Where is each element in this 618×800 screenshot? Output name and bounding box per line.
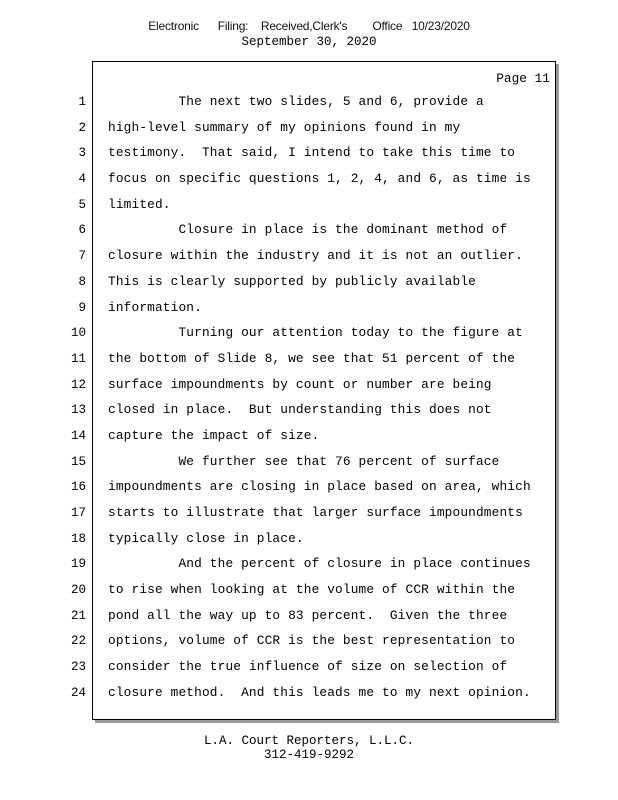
transcript-line: information. — [108, 299, 202, 315]
transcript-line: limited. — [108, 196, 171, 212]
transcript-line: closure within the industry and it is not an outlier. — [108, 248, 523, 264]
line-number: 19 — [70, 557, 86, 572]
transcript-line: This is clearly supported by publicly available — [108, 273, 476, 289]
line-number: 23 — [70, 660, 86, 675]
line-number: 9 — [78, 300, 86, 315]
line-number: 7 — [78, 249, 86, 264]
line-number: 15 — [70, 454, 86, 469]
transcript-line: to rise when looking at the volume of CCR within the — [108, 582, 516, 598]
line-number: 3 — [78, 146, 86, 161]
line-number: 4 — [78, 172, 86, 187]
transcript-line: options, volume of CCR is the best representation to — [108, 633, 516, 649]
line-number: 12 — [70, 377, 86, 392]
transcript-line: high-level summary of my opinions found in my — [108, 119, 461, 135]
page-number: Page 11 — [496, 71, 550, 86]
transcript-line: Turning our attention today to the figure at — [108, 325, 523, 341]
line-number: 22 — [70, 634, 86, 649]
transcript-line: typically close in place. — [108, 530, 304, 546]
line-number: 6 — [78, 223, 86, 238]
line-number: 24 — [70, 685, 86, 700]
transcript-line: starts to illustrate that larger surface impoundments — [108, 505, 523, 520]
line-number: 20 — [70, 583, 86, 598]
transcript-line: impoundments are closing in place based on area, which — [108, 479, 531, 495]
line-number: 2 — [78, 120, 86, 135]
reporter-phone: 312-419-9292 — [263, 748, 354, 762]
transcript-line: focus on specific questions 1, 2, 4, and 6, as time is — [108, 171, 531, 187]
filing-stamp: Electronic Filing: Received,Clerk's Office 10/23/2020 — [148, 19, 470, 33]
transcript-line: the bottom of Slide 8, we see that 51 percent of the — [108, 350, 516, 366]
transcript-line: pond all the way up to 83 percent. Given the three — [108, 607, 508, 623]
line-number: 8 — [78, 274, 86, 289]
line-number: 5 — [78, 197, 86, 212]
transcript-line: testimony. That said, I intend to take this time to — [108, 145, 516, 161]
line-number: 16 — [70, 480, 86, 495]
transcript-line: capture the impact of size. — [108, 427, 320, 443]
line-number: 13 — [70, 403, 86, 418]
transcript-line: closed in place. But understanding this does not — [108, 402, 492, 418]
transcript-line: And the percent of closure in place continues — [108, 556, 531, 572]
transcript-date: September 30, 2020 — [241, 35, 377, 49]
line-number: 1 — [78, 95, 86, 109]
transcript-line: We further see that 76 percent of surface — [108, 453, 500, 469]
line-number: 18 — [70, 531, 86, 546]
reporter-footer — [0, 734, 618, 762]
line-number: 17 — [70, 506, 86, 520]
reporter-company: L.A. Court Reporters, L.L.C. — [203, 734, 415, 748]
transcript-line: The next two slides, 5 and 6, provide a — [108, 94, 484, 109]
transcript-text — [108, 93, 548, 710]
line-number: 14 — [70, 428, 86, 443]
line-number: 11 — [70, 351, 86, 366]
line-number: 21 — [70, 608, 86, 623]
transcript-line: consider the true influence of size on selection of — [108, 659, 508, 675]
transcript-line: closure method. And this leads me to my next opinion. — [108, 684, 531, 700]
line-number: 10 — [70, 326, 86, 341]
transcript-line: Closure in place is the dominant method of — [108, 222, 508, 238]
line-number-column — [0, 93, 86, 710]
transcript-line: surface impoundments by count or number are being — [108, 376, 492, 392]
